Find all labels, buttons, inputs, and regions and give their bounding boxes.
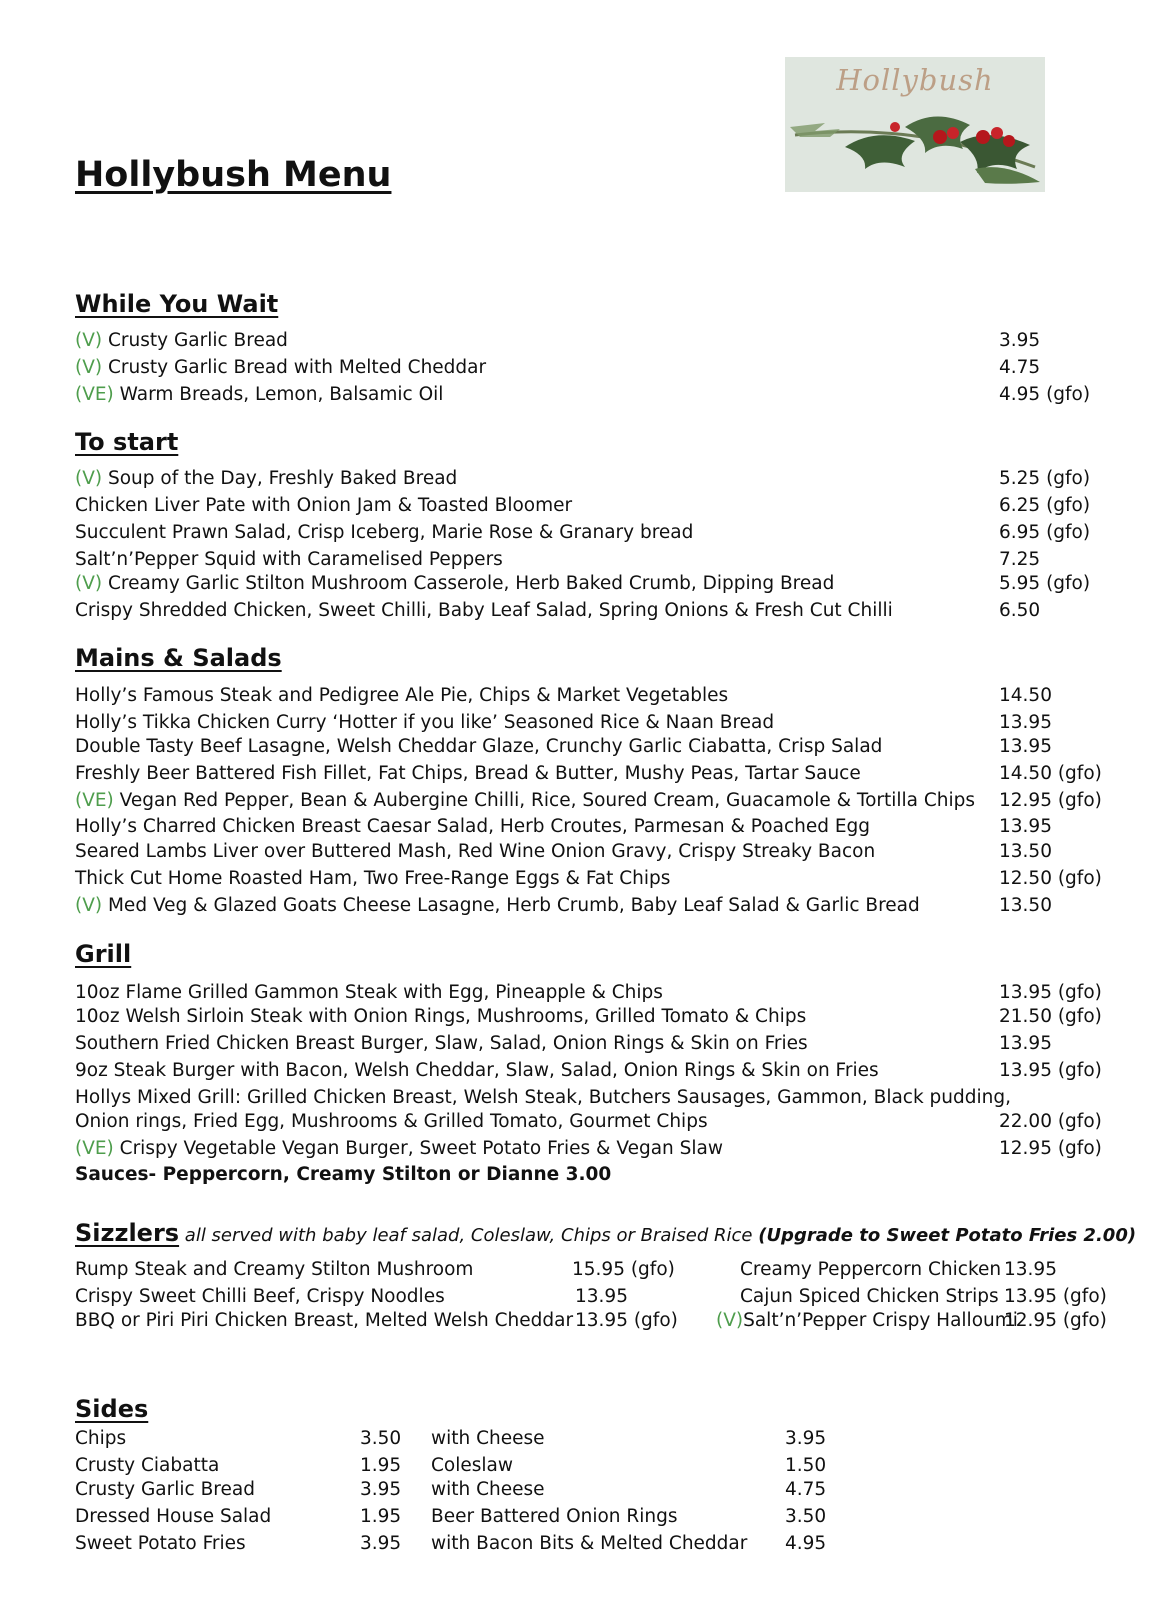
- menu-item: [75, 599, 893, 623]
- item-name: Salt’n’Pepper Crispy Halloumi: [743, 1310, 1018, 1331]
- item-name: Crusty Garlic Bread: [102, 330, 288, 351]
- item-price: 14.50: [999, 685, 1052, 706]
- sizzler-item: Cajun Spiced Chicken Strips: [740, 1286, 999, 1307]
- item-name: Soup of the Day, Freshly Baked Bread: [102, 468, 458, 489]
- side-item: Sweet Potato Fries: [75, 1533, 246, 1554]
- item-name: Crusty Garlic Bread with Melted Cheddar: [102, 357, 487, 378]
- diet-tag: (V): [75, 357, 103, 378]
- item-name: Succulent Prawn Salad, Crisp Iceberg, Marie Rose & Granary bread: [75, 522, 694, 543]
- item-name: Southern Fried Chicken Breast Burger, Slaw, Salad, Onion Rings & Skin on Fries: [75, 1033, 808, 1054]
- item-name: 10oz Flame Grilled Gammon Steak with Egg, Pineapple & Chips: [75, 982, 663, 1003]
- item-price: 7.25: [999, 549, 1041, 570]
- item-price: 14.50 (gfo): [999, 763, 1102, 784]
- item-name: Vegan Red Pepper, Bean & Aubergine Chilli, Rice, Soured Cream, Guacamole & Tortilla Chips: [113, 790, 976, 811]
- side-item: with Bacon Bits & Melted Cheddar: [431, 1533, 748, 1554]
- item-price: 4.95 (gfo): [999, 384, 1091, 405]
- item-price: 13.95 (gfo): [999, 1060, 1102, 1081]
- section-heading-sizzlers: Sizzlers: [75, 1219, 180, 1247]
- item-name: Holly’s Tikka Chicken Curry ‘Hotter if you like’ Seasoned Rice & Naan Bread: [75, 712, 775, 733]
- item-price: 12.95 (gfo): [999, 790, 1102, 811]
- item-price: 13.95 (gfo): [999, 982, 1102, 1003]
- side-price: 3.95: [360, 1533, 402, 1554]
- menu-item: [75, 548, 503, 572]
- item-name: Thick Cut Home Roasted Ham, Two Free-Range Eggs & Fat Chips: [75, 868, 671, 889]
- hollybush-logo: [785, 57, 1045, 192]
- menu-item: [75, 383, 443, 407]
- item-price: 6.95 (gfo): [999, 522, 1091, 543]
- menu-item: [75, 867, 670, 891]
- side-price: 3.50: [360, 1428, 402, 1449]
- item-price: 13.95: [999, 816, 1052, 837]
- menu-item: [75, 684, 728, 708]
- sizzler-price: 12.95 (gfo): [1004, 1310, 1107, 1331]
- sizzler-item: Crispy Sweet Chilli Beef, Crispy Noodles: [75, 1286, 445, 1307]
- section-heading-grill: Grill: [75, 940, 132, 968]
- side-item: Beer Battered Onion Rings: [431, 1506, 678, 1527]
- item-name: Holly’s Famous Steak and Pedigree Ale Pie, Chips & Market Vegetables: [75, 685, 729, 706]
- side-price: 3.95: [785, 1428, 827, 1449]
- side-price: 1.95: [360, 1455, 402, 1476]
- page-title: Hollybush Menu: [75, 155, 392, 195]
- menu-item: [75, 521, 693, 545]
- side-item: Crusty Garlic Bread: [75, 1479, 255, 1500]
- diet-tag: (V): [75, 330, 103, 351]
- item-price: 21.50 (gfo): [999, 1006, 1102, 1027]
- sizzler-item: Rump Steak and Creamy Stilton Mushroom: [75, 1259, 474, 1280]
- sizzler-price: 13.95 (gfo): [1004, 1286, 1107, 1307]
- item-price: 5.95 (gfo): [999, 573, 1091, 594]
- item-price: 13.95: [999, 1033, 1052, 1054]
- item-price: 3.95: [999, 330, 1041, 351]
- item-name: Crispy Shredded Chicken, Sweet Chilli, Baby Leaf Salad, Spring Onions & Fresh Cut Chilli: [75, 600, 893, 621]
- diet-tag: (V): [75, 468, 103, 489]
- item-price: 6.25 (gfo): [999, 495, 1091, 516]
- side-item: with Cheese: [431, 1428, 545, 1449]
- sizzler-item: Creamy Peppercorn Chicken: [740, 1259, 1002, 1280]
- item-price: 13.95: [999, 736, 1052, 757]
- menu-item: [75, 894, 920, 918]
- diet-tag: (V): [75, 573, 103, 594]
- item-name: Med Veg & Glazed Goats Cheese Lasagne, Herb Crumb, Baby Leaf Salad & Garlic Bread: [102, 895, 920, 916]
- item-name: Crispy Vegetable Vegan Burger, Sweet Potato Fries & Vegan Slaw: [113, 1138, 723, 1159]
- item-name: Warm Breads, Lemon, Balsamic Oil: [113, 384, 444, 405]
- menu-item: [75, 1059, 879, 1083]
- section-heading-to-start: To start: [75, 428, 179, 456]
- side-price: 4.75: [785, 1479, 827, 1500]
- side-price: 1.50: [785, 1455, 827, 1476]
- side-price: 4.95: [785, 1533, 827, 1554]
- side-item: Dressed House Salad: [75, 1506, 272, 1527]
- side-item: with Cheese: [431, 1479, 545, 1500]
- item-price: 6.50: [999, 600, 1041, 621]
- diet-tag: (VE): [75, 790, 114, 811]
- menu-item: [75, 572, 834, 596]
- item-name: Seared Lambs Liver over Buttered Mash, Red Wine Onion Gravy, Crispy Streaky Bacon: [75, 841, 876, 862]
- menu-item-line-2: Onion rings, Fried Egg, Mushrooms & Grilled Tomato, Gourmet Chips: [75, 1111, 708, 1132]
- side-price: 3.50: [785, 1506, 827, 1527]
- side-item: Coleslaw: [431, 1455, 514, 1476]
- item-name: Double Tasty Beef Lasagne, Welsh Cheddar Glaze, Crunchy Garlic Ciabatta, Crisp Salad: [75, 736, 883, 757]
- holly-sprig-icon: [785, 57, 1045, 192]
- menu-item: [75, 762, 861, 786]
- side-item: Chips: [75, 1428, 127, 1449]
- side-item: Crusty Ciabatta: [75, 1455, 220, 1476]
- menu-item: [75, 494, 572, 518]
- menu-item: [75, 735, 882, 759]
- menu-item: [75, 1005, 806, 1029]
- menu-item: [75, 815, 870, 839]
- section-heading-mains: Mains & Salads: [75, 644, 282, 672]
- item-price: 13.50: [999, 895, 1052, 916]
- diet-tag: (VE): [75, 384, 114, 405]
- item-price: 5.25 (gfo): [999, 468, 1091, 489]
- diet-tag: (V): [716, 1310, 744, 1331]
- menu-item: [75, 1032, 808, 1056]
- menu-item: [75, 356, 486, 380]
- logo-text: Hollybush: [836, 63, 994, 97]
- item-name: Chicken Liver Pate with Onion Jam & Toasted Bloomer: [75, 495, 573, 516]
- menu-item: [75, 711, 774, 735]
- item-price: 12.50 (gfo): [999, 868, 1102, 889]
- menu-item: [75, 981, 663, 1005]
- diet-tag: (V): [75, 895, 103, 916]
- menu-item: [75, 467, 457, 491]
- sizzlers-note: all served with baby leaf salad, Coleslaw, Chips or Braised Rice: [179, 1225, 759, 1246]
- item-price: 22.00 (gfo): [999, 1111, 1102, 1132]
- item-name: Salt’n’Pepper Squid with Caramelised Peppers: [75, 549, 503, 570]
- diet-tag: (VE): [75, 1138, 114, 1159]
- side-price: 3.95: [360, 1479, 402, 1500]
- item-name: Freshly Beer Battered Fish Fillet, Fat Chips, Bread & Butter, Mushy Peas, Tartar Sauce: [75, 763, 861, 784]
- sizzler-price: 15.95 (gfo): [572, 1259, 675, 1280]
- menu-item-line-1: Hollys Mixed Grill: Grilled Chicken Breast, Welsh Steak, Butchers Sausages, Gammon, Black pudding,: [75, 1087, 1012, 1108]
- item-name: 9oz Steak Burger with Bacon, Welsh Cheddar, Slaw, Salad, Onion Rings & Skin on Fries: [75, 1060, 879, 1081]
- item-price: 13.95: [999, 712, 1052, 733]
- sizzler-price: 13.95: [575, 1286, 628, 1307]
- item-price: 12.95 (gfo): [999, 1138, 1102, 1159]
- menu-item: [75, 1137, 723, 1161]
- sizzlers-header: [75, 1219, 1136, 1247]
- side-price: 1.95: [360, 1506, 402, 1527]
- item-price: 4.75: [999, 357, 1041, 378]
- section-heading-sides: Sides: [75, 1395, 149, 1423]
- sizzler-item: BBQ or Piri Piri Chicken Breast, Melted Welsh Cheddar: [75, 1310, 574, 1331]
- item-price: 13.50: [999, 841, 1052, 862]
- item-name: Creamy Garlic Stilton Mushroom Casserole, Herb Baked Crumb, Dipping Bread: [102, 573, 835, 594]
- section-heading-while-you-wait: While You Wait: [75, 290, 279, 318]
- sizzler-price: 13.95: [1004, 1259, 1057, 1280]
- sizzler-price: 13.95 (gfo): [575, 1310, 678, 1331]
- menu-item: [75, 840, 875, 864]
- menu-item: [75, 789, 975, 813]
- item-name: Holly’s Charred Chicken Breast Caesar Salad, Herb Croutes, Parmesan & Poached Egg: [75, 816, 871, 837]
- sizzlers-upgrade: (Upgrade to Sweet Potato Fries 2.00): [758, 1225, 1137, 1246]
- item-name: 10oz Welsh Sirloin Steak with Onion Rings, Mushrooms, Grilled Tomato & Chips: [75, 1006, 807, 1027]
- menu-item: [75, 329, 288, 353]
- sizzler-item: [716, 1309, 1018, 1333]
- sauces-note: Sauces- Peppercorn, Creamy Stilton or Dianne 3.00: [75, 1164, 612, 1185]
